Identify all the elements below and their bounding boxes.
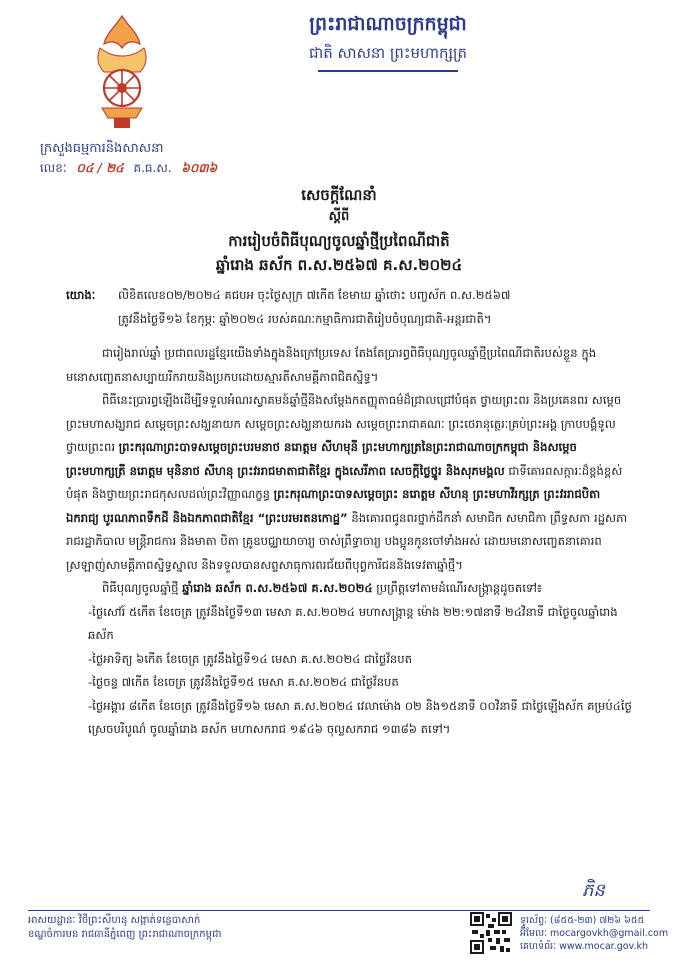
reference-number xyxy=(40,160,223,178)
paragraph-2-part-d: ព្រះករុណាព្រះបាទសម្តេចព្រះ នរោត្តម សីហនុ ព្រះមហាវីរក្សត្រ ព្រះវររាជបិតា ឯករាជ្យ បូរណភាពទឹកដី និងឯកភាពជាតិខ្មែរ “ព្រះបរមរតនកោដ្ឋ” xyxy=(66,487,601,525)
kingdom-header: ព្រះរាជាណាចក្រកម្ពុជា xyxy=(309,13,467,35)
paragraph-3-part-c: ប្រព្រឹត្តទៅតាមដំណើរសង្ក្រាន្តដូចតទៅ៖ xyxy=(376,581,543,595)
paragraph-2-part-a: ពិធីនេះប្រារព្ធឡើងដើម្បីទទួលអំណរស្វាគមន៍ឆ្នាំថ្មីនិងសម្តែងកតញ្ញុតាធម៌ដ៏ជ្រាលជ្រៅបំផុត ថ្វាយព្រះពរ និងប្រគេនពរ សម្តេចព្រះមហាសង្ឃរាជ សម្តេចព្រះសង្ឃនាយក សម្តេចព្រះសង្ឃនាយករង សម្តេចព្រះរាជាគណៈ ព្រះថេរានុត្ថេរៈគ្រប់ព្រះអង្គ ក្រាបបង្គំទូលថ្វាយព្រះពរ xyxy=(66,393,622,454)
motto-divider xyxy=(318,70,458,72)
document-title: សេចក្តីណែនាំ xyxy=(301,186,377,204)
footer-address xyxy=(28,914,221,942)
paragraph-3-part-a: ពិធីបុណ្យចូលឆ្នាំថ្មី xyxy=(102,581,179,595)
ref-prefix: លេខៈ xyxy=(40,161,67,175)
paragraph-2-part-e: និងគោរពជូនពរថ្នាក់ដឹកនាំ សមាជិក សមាជិកា ព្រឹទ្ធសភា រដ្ឋសភា រាជរដ្ឋាភិបាល មន្រ្តីរាជការ និងមាតា បិតា គ្រូឧបជ្ឈាយាចារ្យ ចាស់ព្រឹទ្ធាចារ្យ បងប្អូនកូនចៅទាំងអស់ ដោយមនោសញ្ចេតនាគោរពស្រឡាញ់សាមគ្គីភាពស្និទ្ធស្នាល និងទទួលបានសព្ទសាធុការពរជ័យពីបុព្វការីជននិងទេវតាឆ្នាំថ្មី។ xyxy=(66,510,628,572)
reference-block xyxy=(66,284,632,331)
title-about: ស្តីពី xyxy=(328,209,350,224)
document-subject: ការរៀបចំពិធីបុណ្យចូលឆ្នាំថ្មីប្រពៃណីជាតិ xyxy=(228,232,450,250)
document-body xyxy=(66,284,632,742)
qr-code-icon xyxy=(470,912,512,954)
document-year: ឆ្នាំរោង ឆស័ក ព.ស.២៥៦៧ គ.ស.២០២៤ xyxy=(215,256,463,274)
ministry-name: ក្រសួងធម្មការនិងសាសនា xyxy=(40,141,164,156)
paragraph-3-part-b: ឆ្នាំរោង ឆស័ក ព.ស.២៥៦៧ គ.ស.២០២៤ xyxy=(182,581,373,595)
ministry-emblem-icon xyxy=(92,14,152,132)
reference-label: យោងៈ xyxy=(66,288,96,302)
national-motto: ជាតិ សាសនា ព្រះមហាក្សត្រ xyxy=(308,44,468,62)
signature: ភិន xyxy=(582,880,605,901)
footer-website[interactable]: គេហទំព័រៈ www.mocar.gov.kh xyxy=(520,941,648,952)
paragraph-3 xyxy=(66,577,632,601)
footer-contact xyxy=(520,914,668,953)
schedule-item: -ថ្ងៃអង្គារ ៨កើត ខែចេត្រ ត្រូវនឹងថ្ងៃទី១៦ មេសា គ.ស.២០២៤ វេលាម៉ោង ០២ និង១៥នាទី ០០វិនាទី ជាថ្ងៃឡើងស័ក គម្រប់៤ថ្ងៃ ស្រេចបរិបូណ៌ ចូលឆ្នាំរោង ឆស័ក មហាសករាជ ១៩៤៦ ចុល្លសករាជ ១៣៨៦ តទៅ។ xyxy=(88,698,632,736)
ref-suffix: គ.ធ.ស. xyxy=(133,161,172,175)
paragraph-2-part-b: ព្រះករុណាព្រះបាទសម្តេចព្រះបរមនាថ នរោត្តម សីហមុនី ព្រះមហាក្សត្រនៃព្រះរាជាណាចក្រកម្ពុជា និងសម្តេចព្រះមហាក្សត្រី នរោត្តម មុនិនាថ សីហនុ ព្រះវររាជមាតាជាតិខ្មែរ ក្នុងសេរីភាព សេចក្តីថ្លៃថ្នូរ និងសុភមង្គល xyxy=(66,440,577,478)
reference-line-1: លិខិតលេខ០២/២០២៤ គជបអ ចុះថ្ងៃសុក្រ ៧កើត ខែមាឃ ឆ្នាំថោះ បញ្ចស័ក ព.ស.២៥៦៧ xyxy=(118,288,511,302)
paragraph-1: ជារៀងរាល់ឆ្នាំ ប្រជាពលរដ្ឋខ្មែរយើងទាំងក្នុងនិងក្រៅប្រទេស តែងតែប្រារព្ធពិធីបុណ្យចូលឆ្នាំថ្មីប្រពៃណីជាតិរបស់ខ្លួន ក្នុងមនោសញ្ចេតនាសប្បាយរីករាយនិងប្រកបដោយស្មារតីសាមគ្គីភាពជិតស្និទ្ធ។ xyxy=(66,346,597,384)
paragraph-2-part-c: ជាទីគោរពសក្ការៈដ៏ខ្ពង់ខ្ពស់បំផុត និងថ្វាយព្រះរាជកុសលដល់ព្រះវិញ្ញាណក្ខន្ធ xyxy=(66,463,623,501)
address-line-1: អាសយដ្ឋានៈ វិថីព្រះសីហនុ សង្កាត់ទន្លេបាសាក់ xyxy=(28,915,201,926)
footer-email[interactable]: អ៊ីមែលៈ mocargovkh@gmail.com xyxy=(520,928,669,939)
schedule-item: -ថ្ងៃអាទិត្យ ៦កើត ខែចេត្រ ត្រូវនឹងថ្ងៃទី១៤ មេសា គ.ស.២០២៤ ជាថ្ងៃវ័នបត xyxy=(88,651,412,666)
ref-number: ០៤ / ២៤ xyxy=(76,161,124,175)
footer-phone: ទូរស័ព្ទៈ (៨៥៥-២៣) ៧២៦ ៦៥៥ xyxy=(520,915,645,926)
ref-serial: ៦០៣៦ xyxy=(181,161,218,175)
footer-divider xyxy=(28,910,650,911)
schedule-item: -ថ្ងៃចន្ទ ៧កើត ខែចេត្រ ត្រូវនឹងថ្ងៃទី១៥ មេសា គ.ស.២០២៤ ជាថ្ងៃវ័នបត xyxy=(88,675,399,689)
schedule-item: -ថ្ងៃសៅរ៍ ៥កើត ខែចេត្រ ត្រូវនឹងថ្ងៃទី១៣ មេសា គ.ស.២០២៤ មហាសង្ក្រាន្ត ម៉ោង ២២:១៧នាទី ២៤វិនាទី ជាថ្ងៃចូលឆ្នាំរោង ឆស័ក xyxy=(88,604,618,642)
address-line-2: ខណ្ឌចំការមន រាជធានីភ្នំពេញ ព្រះរាជាណាចក្រកម្ពុជា xyxy=(28,929,222,940)
paragraph-2 xyxy=(66,389,632,577)
reference-line-2: ត្រូវនឹងថ្ងៃទី១៦ ខែកុម្ភៈ ឆ្នាំ២០២៤ របស់គណៈកម្មាធិការជាតិរៀបចំបុណ្យជាតិ-អន្តរជាតិ។ xyxy=(118,311,492,326)
